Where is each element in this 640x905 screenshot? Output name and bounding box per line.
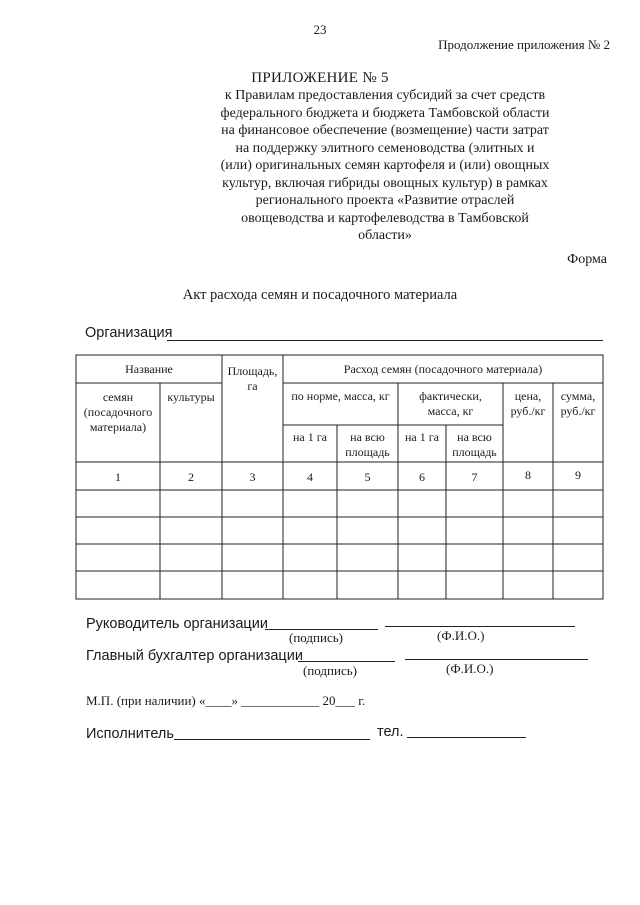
subtitle-line: федерального бюджета и бюджета Тамбовской области [220, 105, 550, 121]
page-number: 23 [313, 22, 327, 37]
header-actual: фактически, масса, кг [419, 389, 482, 418]
accountant-name-line[interactable] [405, 659, 588, 660]
form-label: Форма [567, 252, 607, 267]
subtitle-line: к Правилам предоставления субсидий за счет средств [224, 88, 546, 103]
phone-label: тел. [377, 724, 404, 740]
subtitle-line: (или) оригинальных семян картофеля и (или) овощных [220, 158, 550, 173]
act-title: Акт расхода семян и посадочного материала [182, 287, 458, 303]
column-number: 7 [471, 470, 478, 484]
subtitle-line: области» [358, 228, 412, 243]
accountant-signature-caption: (подпись) [303, 663, 357, 678]
continuation-note: Продолжение приложения № 2 [438, 37, 610, 52]
subtitle-line: овощеводства и картофелеводства в Тамбовской [241, 210, 529, 226]
header-culture: культуры [167, 390, 215, 404]
subtitle-line: регионального проекта «Развитие отраслей [255, 193, 515, 208]
header-sum: сумма, руб./кг [560, 389, 596, 418]
column-number: 8 [525, 468, 531, 482]
head-name-line[interactable] [385, 626, 575, 627]
subtitle-line: на поддержку элитного семеноводства (элитных и [235, 140, 535, 156]
header-area: Площадь, га [227, 364, 278, 393]
accountant-label: Главный бухгалтер организации [86, 648, 303, 664]
column-number: 1 [115, 470, 121, 484]
head-name-caption: (Ф.И.О.) [437, 628, 485, 643]
phone-field-line[interactable] [407, 737, 526, 738]
accountant-name-caption: (Ф.И.О.) [446, 661, 494, 676]
header-seeds: семян (посадочного материала) [83, 390, 153, 434]
stamp-line: М.П. (при наличии) «____» ____________ 20___ г. [86, 693, 366, 708]
header-per-ha-norm: на 1 га [293, 430, 327, 444]
column-number: 3 [249, 470, 256, 484]
organization-label: Организация [85, 325, 173, 341]
subtitle-line: на финансовое обеспечение (возмещение) части затрат [221, 123, 549, 138]
column-number: 4 [307, 470, 313, 484]
header-norm: по норме, масса, кг [291, 389, 390, 403]
accountant-signature-line[interactable] [298, 661, 395, 662]
executor-field-line[interactable] [174, 739, 370, 740]
header-consumption: Расход семян (посадочного материала) [343, 362, 543, 376]
appendix-title: ПРИЛОЖЕНИЕ № 5 [251, 70, 389, 86]
column-number: 5 [364, 470, 371, 484]
executor-label: Исполнитель [86, 726, 174, 742]
column-number: 9 [575, 468, 581, 482]
header-price: цена, руб./кг [510, 389, 546, 418]
head-label: Руководитель организации [86, 616, 268, 632]
header-whole-area-norm: на всю площадь [345, 430, 390, 459]
header-per-ha-actual: на 1 га [405, 430, 439, 444]
header-name: Название [125, 362, 173, 376]
head-signature-caption: (подпись) [289, 630, 343, 645]
column-number: 2 [188, 470, 194, 484]
subtitle-line: культур, включая гибриды овощных культур) в рамках [222, 175, 548, 191]
column-number: 6 [419, 470, 425, 484]
header-whole-area-actual: на всю площадь [452, 430, 497, 459]
